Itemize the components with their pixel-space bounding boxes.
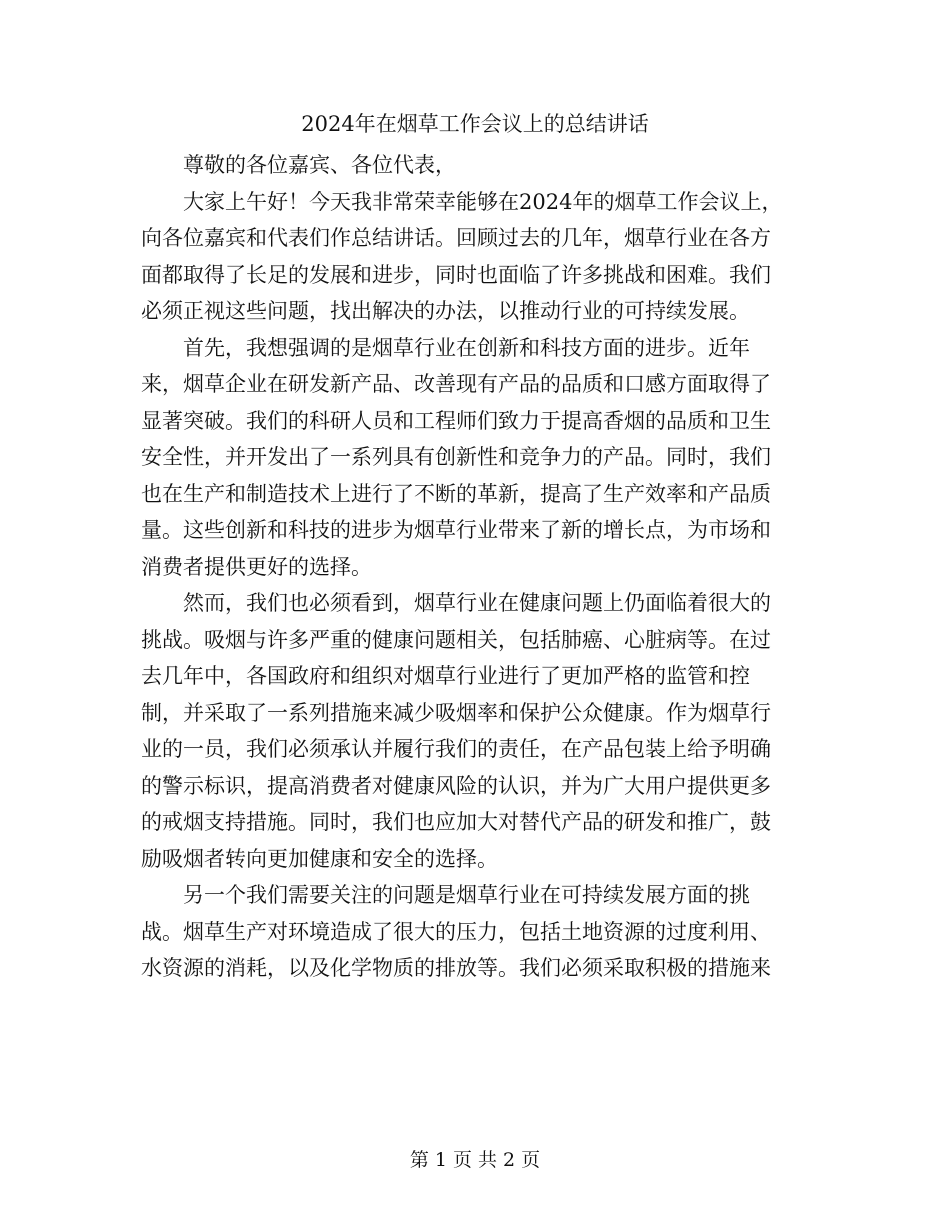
paragraph-line: 首先，我想强调的是烟草行业在创新和科技方面的进步。近年: [183, 335, 750, 360]
salutation: 尊敬的各位嘉宾、各位代表，: [183, 153, 456, 177]
paragraph-line: 励吸烟者转向更加健康和安全的选择。: [141, 846, 498, 871]
paragraph-line: 的戒烟支持措施。同时，我们也应加大对替代产品的研发和推广，鼓: [141, 810, 771, 834]
paragraph-line: 水资源的消耗，以及化学物质的排放等。我们必须采取积极的措施来: [141, 956, 771, 980]
paragraph-1: [141, 184, 801, 330]
paragraph-line: 量。这些创新和科技的进步为烟草行业带来了新的增长点，为市场和: [141, 518, 771, 542]
paragraph-line: 来，烟草企业在研发新产品、改善现有产品的品质和口感方面取得了: [141, 372, 771, 396]
paragraph-line: 也在生产和制造技术上进行了不断的革新，提高了生产效率和产品质: [141, 481, 771, 506]
paragraph-4: [141, 877, 801, 987]
paragraph-line: 面都取得了长足的发展和进步，同时也面临了许多挑战和困难。我们: [141, 262, 771, 287]
paragraph-line: 然而，我们也必须看到，烟草行业在健康问题上仍面临着很大的: [183, 591, 771, 615]
paragraph-line: 制，并采取了一系列措施来减少吸烟率和保护公众健康。作为烟草行: [141, 700, 771, 725]
paragraph-3: [141, 585, 801, 877]
paragraph-line: 消费者提供更好的选择。: [141, 554, 372, 579]
document-body: [141, 147, 801, 987]
document-title: 2024年在烟草工作会议上的总结讲话: [301, 112, 649, 136]
paragraph-line: 向各位嘉宾和代表们作总结讲话。回顾过去的几年，烟草行业在各方: [141, 226, 771, 250]
paragraph-line: 去几年中，各国政府和组织对烟草行业进行了更加严格的监管和控: [141, 664, 750, 688]
paragraph-line: 战。烟草生产对环境造成了很大的压力，包括土地资源的过度利用、: [141, 919, 771, 944]
paragraph-line: 大家上午好！今天我非常荣幸能够在2024年的烟草工作会议上，: [183, 189, 783, 214]
paragraph-line: 另一个我们需要关注的问题是烟草行业在可持续发展方面的挑: [183, 883, 750, 907]
paragraph-line: 挑战。吸烟与许多严重的健康问题相关，包括肺癌、心脏病等。在过: [141, 627, 771, 652]
paragraph-line: 业的一员，我们必须承认并履行我们的责任，在产品包装上给予明确: [141, 737, 771, 761]
paragraph-line: 的警示标识，提高消费者对健康风险的认识，并为广大用户提供更多: [141, 773, 771, 798]
paragraph-line: 安全性，并开发出了一系列具有创新性和竞争力的产品。同时，我们: [141, 445, 771, 469]
paragraph-2: [141, 330, 801, 586]
page-footer: 第 1 页 共 2 页: [409, 1149, 541, 1171]
paragraph-line: 显著突破。我们的科研人员和工程师们致力于提高香烟的品质和卫生: [141, 408, 771, 433]
paragraph-line: 必须正视这些问题，找出解决的办法，以推动行业的可持续发展。: [141, 299, 750, 323]
